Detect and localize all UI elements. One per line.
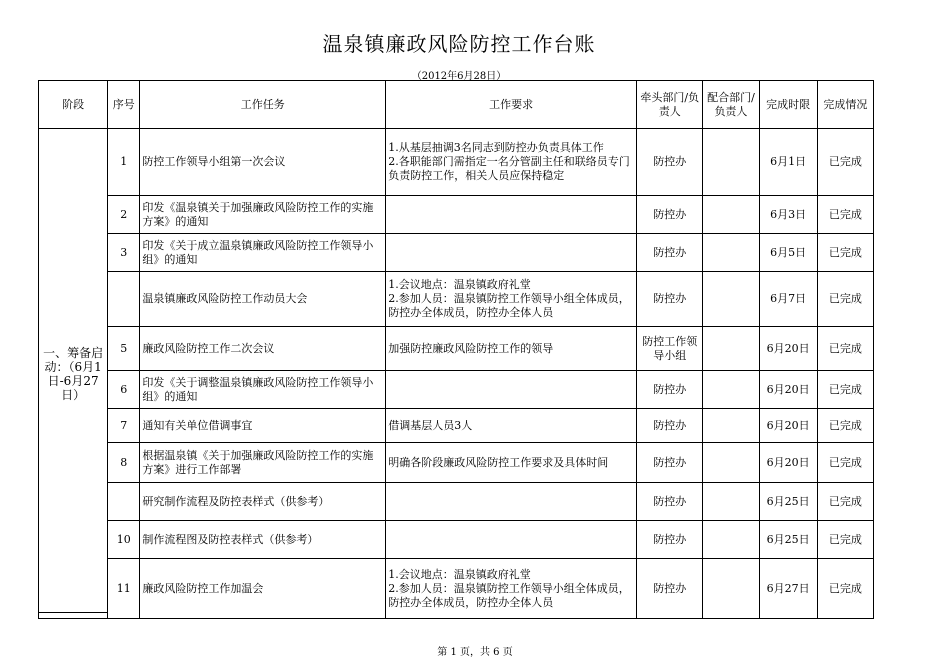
- task-cell: 防控工作领导小组第一次会议: [140, 129, 386, 196]
- coop-dept-cell: [703, 559, 759, 619]
- table-row: [39, 409, 874, 443]
- lead-dept-cell: 防控办: [637, 409, 703, 443]
- status-cell: 已完成: [817, 327, 873, 371]
- lead-dept-cell: 防控工作领导小组: [637, 327, 703, 371]
- page-footer: 第 1 页，共 6 页: [437, 647, 513, 658]
- coop-dept-cell: [703, 327, 759, 371]
- deadline-cell: 6月25日: [759, 521, 817, 559]
- requirement-cell: [386, 521, 637, 559]
- stage-cell: 一、筹备启动：（6月1日-6月27日）: [39, 129, 108, 619]
- task-cell: 制作流程图及防控表样式（供参考）: [140, 521, 386, 559]
- deadline-cell: 6月20日: [759, 409, 817, 443]
- status-cell: 已完成: [817, 521, 873, 559]
- seq-cell: 11: [108, 559, 140, 619]
- deadline-cell: 6月3日: [759, 196, 817, 234]
- coop-dept-cell: [703, 129, 759, 196]
- header-coop-dept: 配合部门/负责人: [703, 81, 759, 129]
- status-cell: 已完成: [817, 129, 873, 196]
- table-row: [39, 559, 874, 619]
- lead-dept-cell: 防控办: [637, 559, 703, 619]
- requirement-cell: 明确各阶段廉政风险防控工作要求及具体时间: [386, 443, 637, 483]
- ledger-body: [39, 129, 874, 619]
- lead-dept-cell: 防控办: [637, 196, 703, 234]
- seq-cell: 1: [108, 129, 140, 196]
- status-cell: 已完成: [817, 196, 873, 234]
- coop-dept-cell: [703, 272, 759, 327]
- requirement-cell: [386, 234, 637, 272]
- task-cell: 研究制作流程及防控表样式（供参考）: [140, 483, 386, 521]
- header-task: 工作任务: [140, 81, 386, 129]
- seq-cell: 6: [108, 371, 140, 409]
- coop-dept-cell: [703, 371, 759, 409]
- task-cell: 通知有关单位借调事宜: [140, 409, 386, 443]
- table-row: [39, 327, 874, 371]
- requirement-cell: 1.会议地点：温泉镇政府礼堂 2.参加人员：温泉镇防控工作领导小组全体成员，防控办全体成员，防控办全体人员: [386, 559, 637, 619]
- page-title: 温泉镇廉政风险防控工作台账: [322, 32, 596, 56]
- status-cell: 已完成: [817, 371, 873, 409]
- table-row: [39, 371, 874, 409]
- deadline-cell: 6月20日: [759, 371, 817, 409]
- lead-dept-cell: 防控办: [637, 371, 703, 409]
- status-cell: 已完成: [817, 559, 873, 619]
- seq-cell: 2: [108, 196, 140, 234]
- requirement-cell: [386, 371, 637, 409]
- deadline-cell: 6月1日: [759, 129, 817, 196]
- status-cell: 已完成: [817, 483, 873, 521]
- deadline-cell: 6月25日: [759, 483, 817, 521]
- seq-cell: [108, 272, 140, 327]
- seq-cell: 7: [108, 409, 140, 443]
- table-row: [39, 234, 874, 272]
- header-stage: 阶段: [39, 81, 108, 129]
- task-cell: 廉政风险防控工作二次会议: [140, 327, 386, 371]
- requirement-cell: 借调基层人员3人: [386, 409, 637, 443]
- table-bottom-edge: [38, 612, 108, 613]
- header-lead-dept: 牵头部门/负责人: [637, 81, 703, 129]
- table-row: [39, 483, 874, 521]
- table-row: [39, 272, 874, 327]
- coop-dept-cell: [703, 234, 759, 272]
- task-cell: 廉政风险防控工作加温会: [140, 559, 386, 619]
- lead-dept-cell: 防控办: [637, 129, 703, 196]
- lead-dept-cell: 防控办: [637, 483, 703, 521]
- seq-cell: 3: [108, 234, 140, 272]
- header-row: [39, 81, 874, 129]
- status-cell: 已完成: [817, 272, 873, 327]
- status-cell: 已完成: [817, 409, 873, 443]
- table-row: [39, 196, 874, 234]
- header-seq: 序号: [108, 81, 140, 129]
- coop-dept-cell: [703, 196, 759, 234]
- table-row: [39, 521, 874, 559]
- requirement-cell: 1.从基层抽调3名同志到防控办负责具体工作 2.各职能部门需指定一名分管副主任和联络员专门负责防控工作，相关人员应保持稳定: [386, 129, 637, 196]
- requirement-cell: [386, 483, 637, 521]
- deadline-cell: 6月7日: [759, 272, 817, 327]
- requirement-cell: [386, 196, 637, 234]
- date-subtitle: （2012年6月28日）: [411, 71, 507, 82]
- lead-dept-cell: 防控办: [637, 234, 703, 272]
- deadline-cell: 6月5日: [759, 234, 817, 272]
- header-status: 完成情况: [817, 81, 873, 129]
- task-cell: 温泉镇廉政风险防控工作动员大会: [140, 272, 386, 327]
- status-cell: 已完成: [817, 234, 873, 272]
- lead-dept-cell: 防控办: [637, 272, 703, 327]
- task-cell: 印发《温泉镇关于加强廉政风险防控工作的实施方案》的通知: [140, 196, 386, 234]
- seq-cell: 8: [108, 443, 140, 483]
- ledger-table: [38, 80, 874, 619]
- deadline-cell: 6月20日: [759, 327, 817, 371]
- requirement-cell: 1.会议地点：温泉镇政府礼堂 2.参加人员：温泉镇防控工作领导小组全体成员，防控办全体成员，防控办全体人员: [386, 272, 637, 327]
- seq-cell: 5: [108, 327, 140, 371]
- task-cell: 印发《关于调整温泉镇廉政风险防控工作领导小组》的通知: [140, 371, 386, 409]
- header-requirement: 工作要求: [386, 81, 637, 129]
- task-cell: 印发《关于成立温泉镇廉政风险防控工作领导小组》的通知: [140, 234, 386, 272]
- table-row: [39, 443, 874, 483]
- lead-dept-cell: 防控办: [637, 521, 703, 559]
- seq-cell: [108, 483, 140, 521]
- table-row: [39, 129, 874, 196]
- coop-dept-cell: [703, 521, 759, 559]
- deadline-cell: 6月20日: [759, 443, 817, 483]
- task-cell: 根据温泉镇《关于加强廉政风险防控工作的实施方案》进行工作部署: [140, 443, 386, 483]
- requirement-cell: 加强防控廉政风险防控工作的领导: [386, 327, 637, 371]
- status-cell: 已完成: [817, 443, 873, 483]
- deadline-cell: 6月27日: [759, 559, 817, 619]
- lead-dept-cell: 防控办: [637, 443, 703, 483]
- coop-dept-cell: [703, 483, 759, 521]
- header-deadline: 完成时限: [759, 81, 817, 129]
- coop-dept-cell: [703, 443, 759, 483]
- coop-dept-cell: [703, 409, 759, 443]
- seq-cell: 10: [108, 521, 140, 559]
